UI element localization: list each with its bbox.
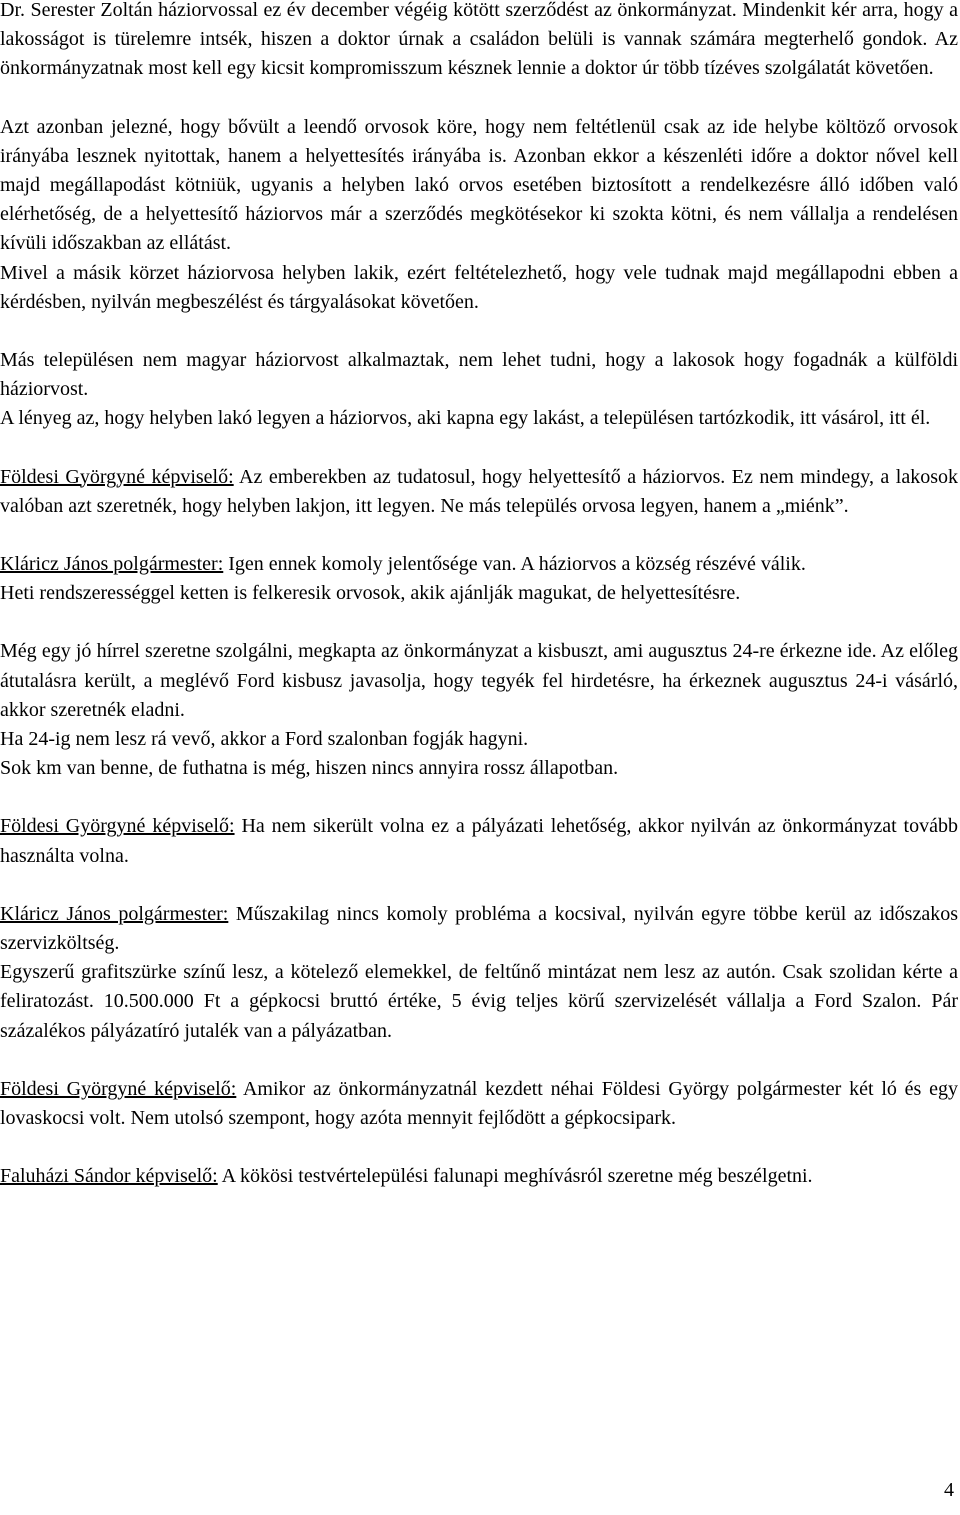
speaker-name: Kláricz János polgármester: [0,902,229,925]
paragraph [0,463,958,521]
paragraph-text: Egyszerű grafitszürke színű lesz, a kötelező elemekkel, de feltűnő mintázat nem lesz az autón. Csak szolidan kérte a feliratozást. 10.500.000 Ft a gépkocsi bruttó értéke, 5 évig teljes körű szervizelését vállalja a Ford Szalon. Pár százalékos pályázatíró jutalék van a pályázatban. [0,961,958,1042]
paragraph-text: Az emberekben az tudatosul, hogy helyettesítő a háziorvos. Ez nem mindegy, a lakosok valóban azt szeretnék, hogy helyben lakjon, itt legyen. Ne más település orvosa legyen, hanem a „miénk”. [0,465,958,517]
paragraph-text: Más településen nem magyar háziorvost alkalmaztak, nem lehet tudni, hogy a lakosok hogy fogadnák a külföldi háziorvost. [0,349,958,401]
paragraph [0,1162,958,1191]
paragraph [0,725,958,754]
speaker-name: Földesi Györgyné képviselő: [0,465,234,488]
paragraph-text: Sok km van benne, de futhatna is még, hiszen nincs annyira rossz állapotban. [0,757,619,780]
paragraph-text: Mivel a másik körzet háziorvosa helyben lakik, ezért feltételezhető, hogy vele tudnak majd megállapodni ebben a kérdésben, nyilván megbeszélést és tárgyalásokat követően. [0,261,958,313]
paragraph-text: Ha 24-ig nem lesz rá vevő, akkor a Ford szalonban fogják hagyni. [0,728,529,751]
paragraph [0,754,958,783]
paragraph [0,958,958,1046]
paragraph [0,1075,958,1133]
speaker-name: Földesi Györgyné képviselő: [0,815,235,838]
speaker-name: Faluházi Sándor képviselő: [0,1165,218,1188]
paragraph-text: Amikor az önkormányzatnál kezdett néhai Földesi György polgármester két ló és egy lovaskocsi volt. Nem utolsó szempont, hogy azóta mennyit fejlődött a gépkocsipark. [0,1077,958,1130]
page-number: 4 [944,1479,954,1501]
paragraph [0,113,958,259]
speaker-name: Kláricz János polgármester: [0,553,224,576]
paragraph-text: Heti rendszerességgel ketten is felkeresik orvosok, akik ajánlják magukat, de helyettesítésre. [0,582,741,605]
paragraph [0,0,958,84]
paragraph [0,550,958,579]
paragraph [0,404,958,433]
paragraph [0,637,958,725]
paragraph-text: Azt azonban jelezné, hogy bővült a leendő orvosok köre, hogy nem feltétlenül csak az ide helybe költöző orvosok irányába lesznek nyitottak, hanem a helyettesítés irányába is. Azonban ekkor a készenléti időre a doktor nővel kell majd megállapodást kötniük, ugyanis a helyben lakó orvos esetében biztosított a rendelkezésre álló időben való elérhetőség, de a helyettesítő háziorvos már a szerződés megkötésekor ki szokta kötni, és nem vállalja a rendelésen kívüli időszakban az ellátást. [0,115,958,255]
paragraph [0,346,958,404]
paragraph [0,259,958,317]
paragraph [0,579,958,608]
paragraph-text: Még egy jó hírrel szeretne szolgálni, megkapta az önkormányzat a kisbuszt, ami augusztus 24-re érkezne ide. Az előleg átutalásra került, a meglévő Ford kisbusz javasolja, hogy tegyék fel hirdetésre, ha érkeznek augusztus 24-i vásárló, akkor szeretnék eladni. [0,640,958,721]
paragraph-text: A lényeg az, hogy helyben lakó legyen a háziorvos, aki kapna egy lakást, a településen tartózkodik, itt vásárol, itt él. [0,407,931,430]
paragraph-text: Dr. Serester Zoltán háziorvossal ez év december végéig kötött szerződést az önkormányzat. Mindenkit kér arra, hogy a lakosságot is türelemre intsék, hiszen a doktor úrnak a családon belüli is vannak számára megterhelő gondok. Az önkormányzatnak most kell egy kicsit kompromisszum késznek lennie a doktor úr több tízéves szolgálatát követően. [0,0,958,80]
speaker-name: Földesi Györgyné képviselő: [0,1077,237,1100]
paragraph [0,812,958,870]
paragraph-text: Ha nem sikerült volna ez a pályázati lehetőség, akkor nyilván az önkormányzat tovább használta volna. [0,815,958,867]
paragraph-text: A kökösi testvértelepülési falunapi meghívásról szeretne még beszélgetni. [217,1165,813,1188]
paragraph-text: Műszakilag nincs komoly probléma a kocsival, nyilván egyre többe kerül az időszakos szervizköltség. [0,902,958,955]
paragraph [0,900,958,958]
paragraph-text: Igen ennek komoly jelentősége van. A háziorvos a község részévé válik. [223,553,806,576]
